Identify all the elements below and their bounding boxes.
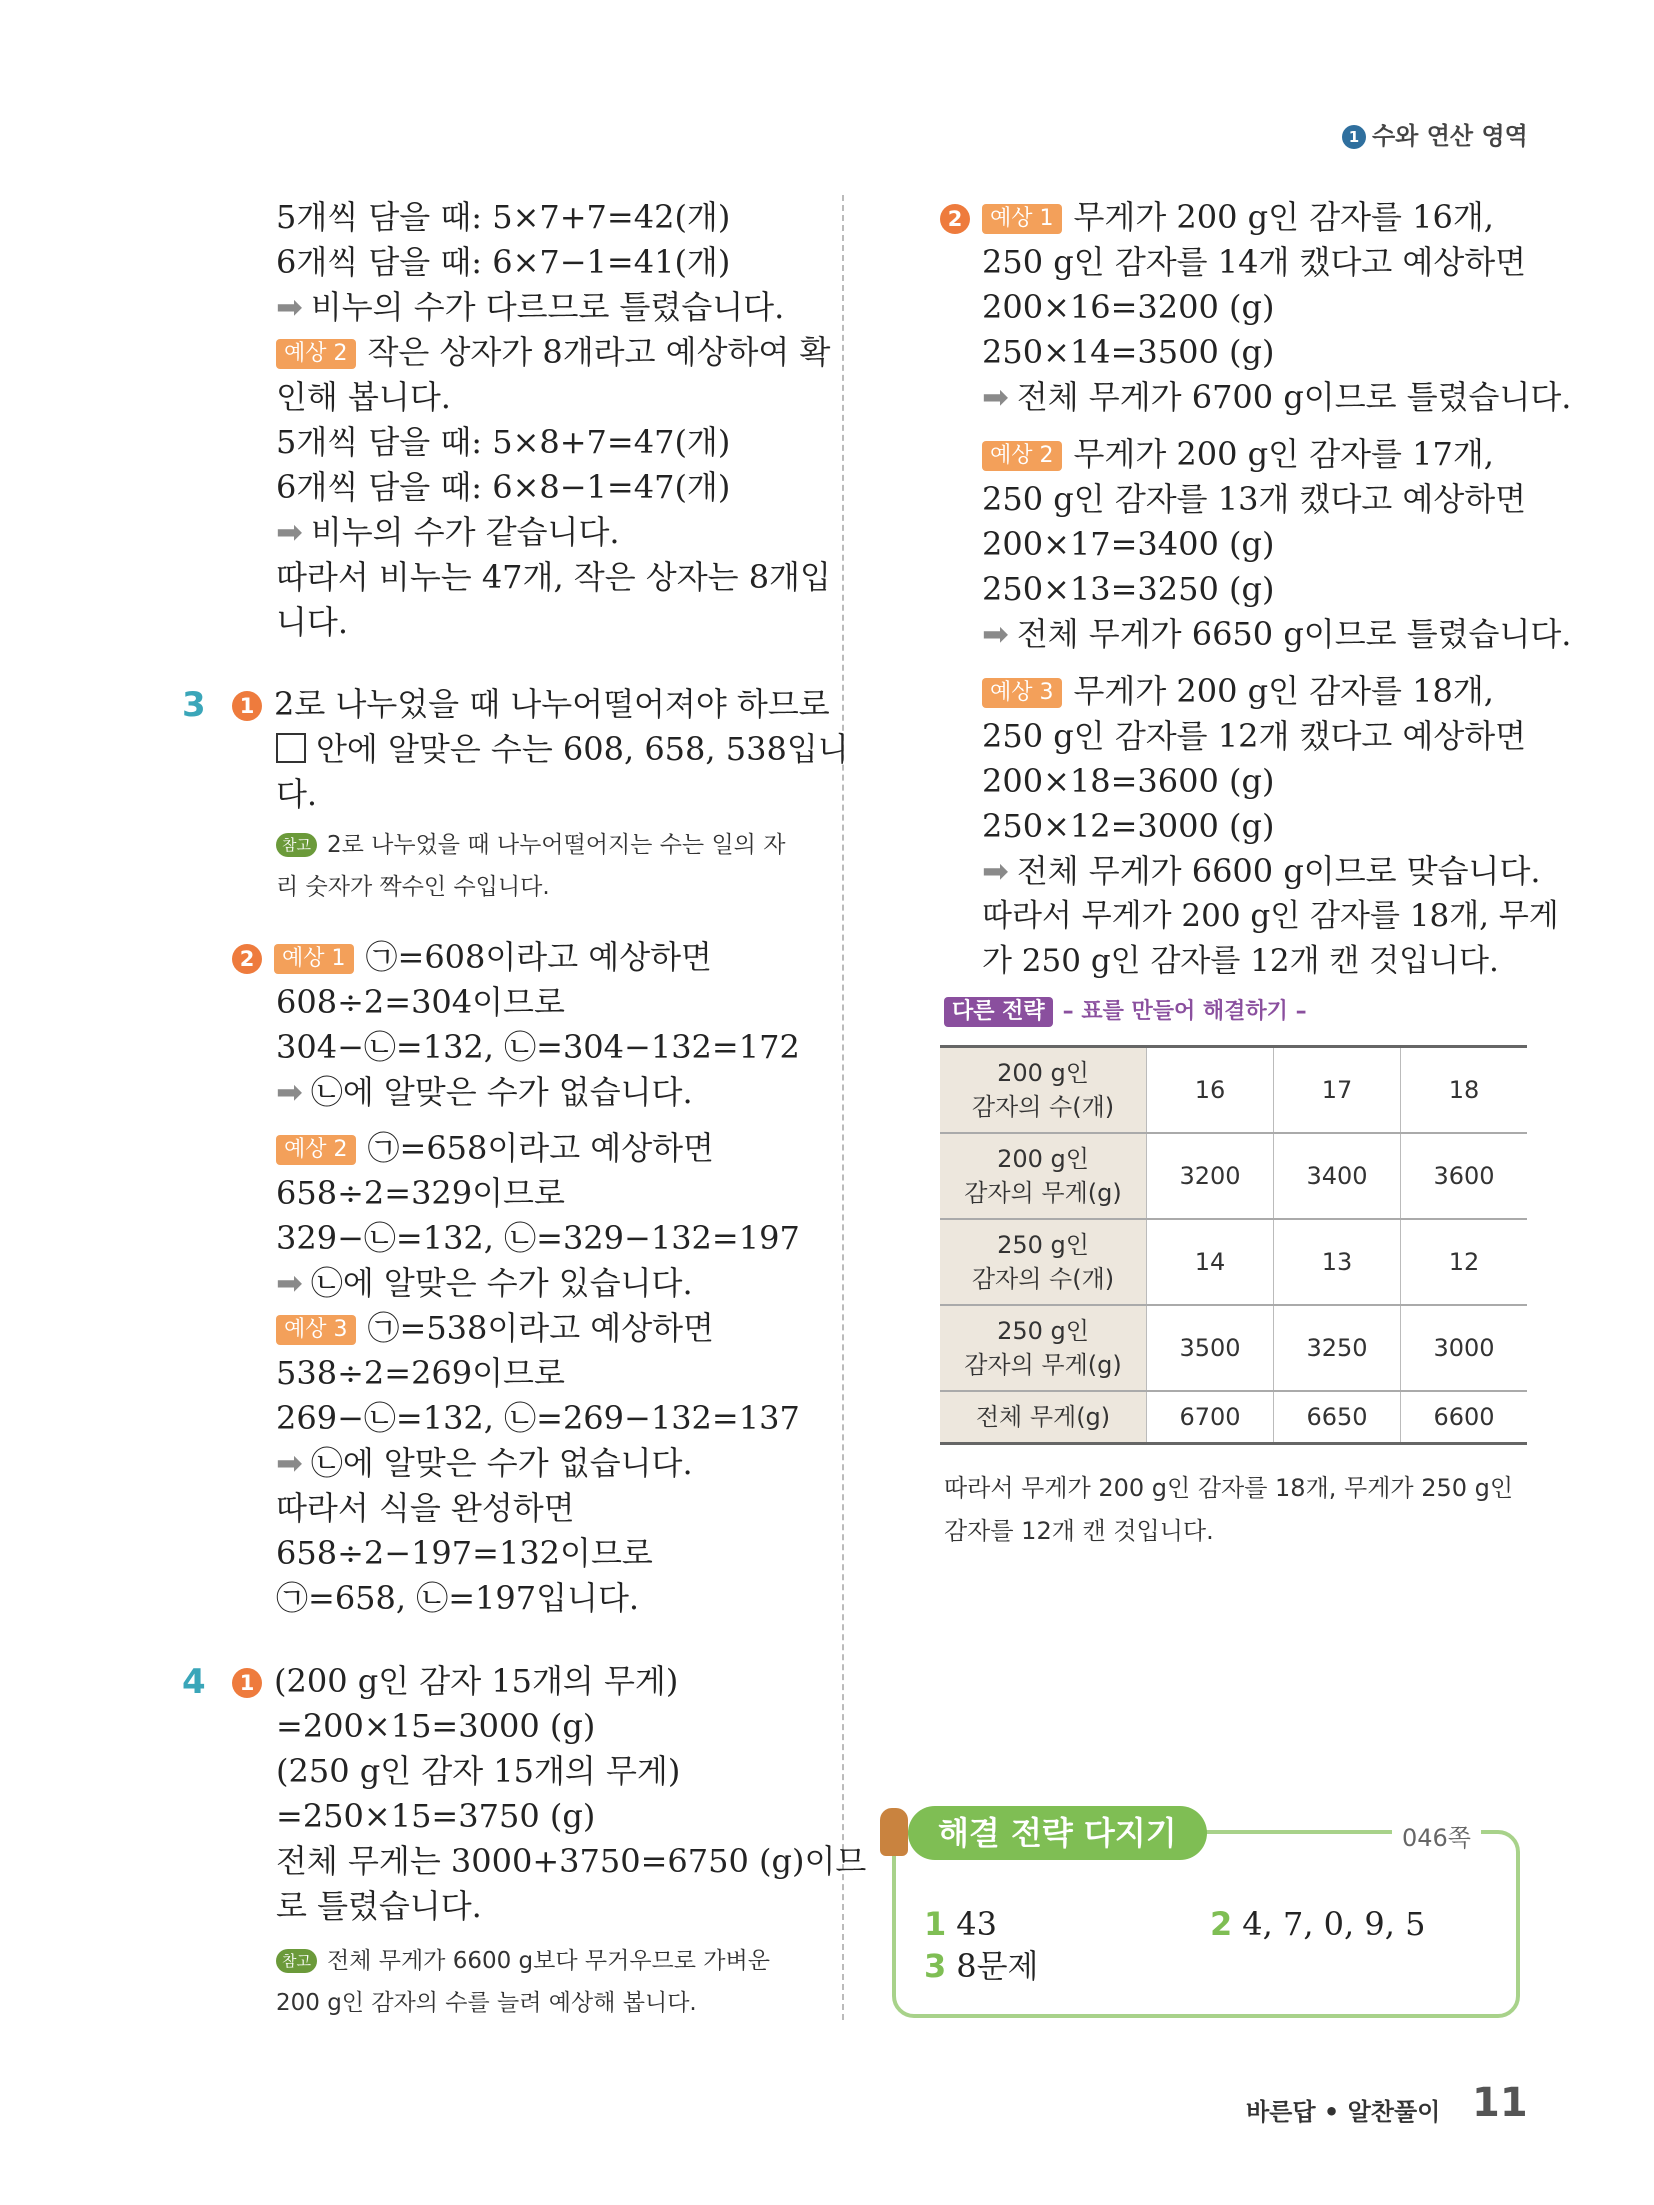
text-line: 5개씩 담을 때: 5×8+7=47(개) [276,423,731,461]
strategy-heading [944,994,1307,1027]
guess-tag: 예상 2 [982,441,1062,471]
row-header-line: 감자의 수(개) [971,1093,1115,1121]
page-number: 11 [1472,2080,1528,2126]
text-line: 250×13=3250 (g) [982,570,1275,608]
answer-item [924,1946,1038,1986]
table-cell: 17 [1274,1047,1401,1134]
text: 비누의 수가 다르므로 틀렸습니다. [310,288,785,326]
guess-tag: 예상 1 [274,944,354,974]
text: 전체 무게가 6650 g이므로 틀렸습니다. [1016,615,1572,653]
review-title: 해결 전략 다지기 [908,1806,1207,1860]
note-line: 200 g인 감자의 수를 늘려 예상해 봅니다. [276,1990,697,2016]
text: ㉡에 알맞은 수가 없습니다. [310,1073,693,1111]
table-cell: 3000 [1401,1305,1528,1391]
table-cell: 18 [1401,1047,1528,1134]
table-cell: 3600 [1401,1133,1528,1219]
part-number: 2 [940,204,970,234]
table-cell: 3500 [1147,1305,1274,1391]
text-line [276,332,830,372]
answer-number: 3 [924,1947,947,1985]
text-line [982,377,1571,417]
row-header [940,1219,1147,1305]
row-header-line: 감자의 무게(g) [964,1179,1122,1207]
row-header [940,1133,1147,1219]
text: 전체 무게가 6600 g이므로 맞습니다. [1016,852,1541,890]
guess-tag: 예상 1 [982,204,1062,234]
summary-line: 따라서 무게가 200 g인 감자를 18개, 무게가 250 g인 [944,1474,1514,1502]
text-line: ㉠=658, ㉡=197입니다. [276,1579,640,1617]
text-line: 다. [276,775,318,813]
text-line [232,684,830,724]
text-line: 니다. [276,603,348,641]
table-row [940,1047,1527,1134]
text-line [276,512,620,552]
arrow-icon: ➡ [276,513,303,551]
table-row [940,1305,1527,1391]
footer-book-title: 바른답 • 알찬풀이 [1246,2098,1441,2126]
arrow-icon: ➡ [276,1264,303,1302]
table-cell: 6700 [1147,1391,1274,1444]
row-header-line: 250 g인 [997,1231,1089,1259]
section-number-badge: 1 [1342,125,1366,149]
answer-item [1210,1904,1425,1944]
text-line [276,1072,693,1112]
table-cell: 16 [1147,1047,1274,1134]
text-line [276,1443,693,1483]
text-line: 가 250 g인 감자를 12개 캔 것입니다. [982,943,1499,979]
strategy-table [940,1045,1527,1445]
text: ㉡에 알맞은 수가 있습니다. [310,1264,693,1302]
text-line [276,729,849,769]
table-cell: 3400 [1274,1133,1401,1219]
table-cell: 3250 [1274,1305,1401,1391]
strategy-title: – 표를 만들어 해결하기 – [1062,999,1307,1024]
section-header [1342,116,1528,151]
note-line [276,1940,770,1982]
row-header [940,1047,1147,1134]
table-cell: 14 [1147,1219,1274,1305]
answer-item [924,1904,997,1944]
text: 안에 알맞은 수는 608, 658, 538입니 [316,730,849,768]
answer-text: 8문제 [956,1947,1039,1985]
part-number: 1 [232,1668,262,1698]
table-cell: 3200 [1147,1133,1274,1219]
table-cell: 12 [1401,1219,1528,1305]
text-line: (250 g인 감자 15개의 무게) [276,1752,681,1790]
row-header [940,1391,1147,1444]
mascot-icon [880,1808,908,1856]
text-line [982,434,1494,474]
text: ㉠=658이라고 예상하면 [367,1129,714,1167]
text-line [940,197,1494,237]
text: 전체 무게가 6700 g이므로 틀렸습니다. [1016,378,1572,416]
text: 무게가 200 g인 감자를 17개, [1073,435,1494,473]
arrow-icon: ➡ [982,615,1009,653]
strategy-tag: 다른 전략 [944,997,1053,1027]
arrow-icon: ➡ [982,378,1009,416]
text-line: 로 틀렸습니다. [276,1887,482,1925]
text-line: 250 g인 감자를 13개 캤다고 예상하면 [982,480,1527,518]
text-line [276,1308,714,1348]
text-line: =200×15=3000 (g) [276,1707,596,1745]
section-title: 수와 연산 영역 [1372,122,1528,150]
text-line [982,614,1571,654]
text: 전체 무게가 6600 g보다 무거우므로 가벼운 [326,1948,770,1974]
column-divider [842,195,844,2020]
answer-text: 43 [956,1905,997,1943]
text-line: =250×15=3750 (g) [276,1797,596,1835]
note-line [276,824,785,866]
text-line: 250 g인 감자를 12개 캤다고 예상하면 [982,717,1527,755]
text-line: 608÷2=304이므로 [276,983,565,1021]
table-cell: 6600 [1401,1391,1528,1444]
text-line: 200×17=3400 (g) [982,525,1275,563]
row-header-line: 감자의 수(개) [971,1265,1115,1293]
summary-line: 감자를 12개 캔 것입니다. [944,1517,1214,1545]
text-line: 538÷2=269이므로 [276,1354,565,1392]
text-line [276,1263,693,1303]
arrow-icon: ➡ [276,1073,303,1111]
table-row [940,1391,1527,1444]
row-header [940,1305,1147,1391]
text-line: 6개씩 담을 때: 6×8−1=47(개) [276,468,731,506]
text-line: 6개씩 담을 때: 6×7−1=41(개) [276,243,731,281]
text-line: 5개씩 담을 때: 5×7+7=42(개) [276,198,731,236]
table-cell: 6650 [1274,1391,1401,1444]
answer-number: 1 [924,1905,947,1943]
text-line: 따라서 비누는 47개, 작은 상자는 8개입 [276,558,831,596]
blank-box-icon [276,733,306,763]
guess-tag: 예상 2 [276,1135,356,1165]
text-line [276,1128,714,1168]
question-number: 4 [182,1662,206,1702]
text: (200 g인 감자 15개의 무게) [274,1662,679,1700]
text-line [982,671,1494,711]
text: ㉠=538이라고 예상하면 [367,1309,714,1347]
text-line: 658÷2−197=132이므로 [276,1534,653,1572]
text-line: 200×18=3600 (g) [982,762,1275,800]
text-line: 따라서 무게가 200 g인 감자를 18개, 무게 [982,898,1559,934]
text: 2로 나누었을 때 나누어떨어지는 수는 일의 자 [326,832,786,858]
text: 비누의 수가 같습니다. [310,513,620,551]
text: 무게가 200 g인 감자를 18개, [1073,672,1494,710]
text-line [982,851,1541,891]
row-header-line: 감자의 무게(g) [964,1351,1122,1379]
answer-text: 4, 7, 0, 9, 5 [1242,1905,1426,1943]
text-line: 269−㉡=132, ㉡=269−132=137 [276,1399,800,1437]
text-line [276,287,784,327]
page-reference: 046쪽 [1392,1818,1481,1853]
text-line: 인해 봅니다. [276,378,451,416]
row-header-line: 200 g인 [997,1059,1089,1087]
table-cell: 13 [1274,1219,1401,1305]
guess-tag: 예상 2 [276,339,356,369]
part-number: 1 [232,691,262,721]
text-line: 658÷2=329이므로 [276,1174,565,1212]
note-tag: 참고 [276,1949,317,1973]
row-header-line: 250 g인 [997,1317,1089,1345]
part-number: 2 [232,944,262,974]
row-header-line: 200 g인 [997,1145,1089,1173]
arrow-icon: ➡ [276,288,303,326]
question-number: 3 [182,685,206,725]
table-row [940,1219,1527,1305]
table-row [940,1133,1527,1219]
text: ㉡에 알맞은 수가 없습니다. [310,1444,693,1482]
text-line: 250 g인 감자를 14개 캤다고 예상하면 [982,243,1527,281]
arrow-icon: ➡ [982,852,1009,890]
text: ㉠=608이라고 예상하면 [365,938,712,976]
text-line: 200×16=3200 (g) [982,288,1275,326]
text-line [232,1661,678,1701]
text: 무게가 200 g인 감자를 16개, [1073,198,1494,236]
text-line: 따라서 식을 완성하면 [276,1489,575,1527]
guess-tag: 예상 3 [276,1315,356,1345]
arrow-icon: ➡ [276,1444,303,1482]
guess-tag: 예상 3 [982,678,1062,708]
text: 2로 나누었을 때 나누어떨어져야 하므로 [274,685,830,723]
row-header-line: 전체 무게(g) [975,1403,1111,1431]
text-line: 329−㉡=132, ㉡=329−132=197 [276,1219,800,1257]
text-line [232,937,712,977]
note-tag: 참고 [276,833,317,857]
text-line: 250×14=3500 (g) [982,333,1275,371]
text-line: 전체 무게는 3000+3750=6750 (g)이므 [276,1842,867,1880]
note-line: 리 숫자가 짝수인 수입니다. [276,874,550,900]
text-line: 304−㉡=132, ㉡=304−132=172 [276,1028,800,1066]
text-line: 250×12=3000 (g) [982,807,1275,845]
answer-number: 2 [1210,1905,1233,1943]
text: 작은 상자가 8개라고 예상하여 확 [367,333,831,371]
